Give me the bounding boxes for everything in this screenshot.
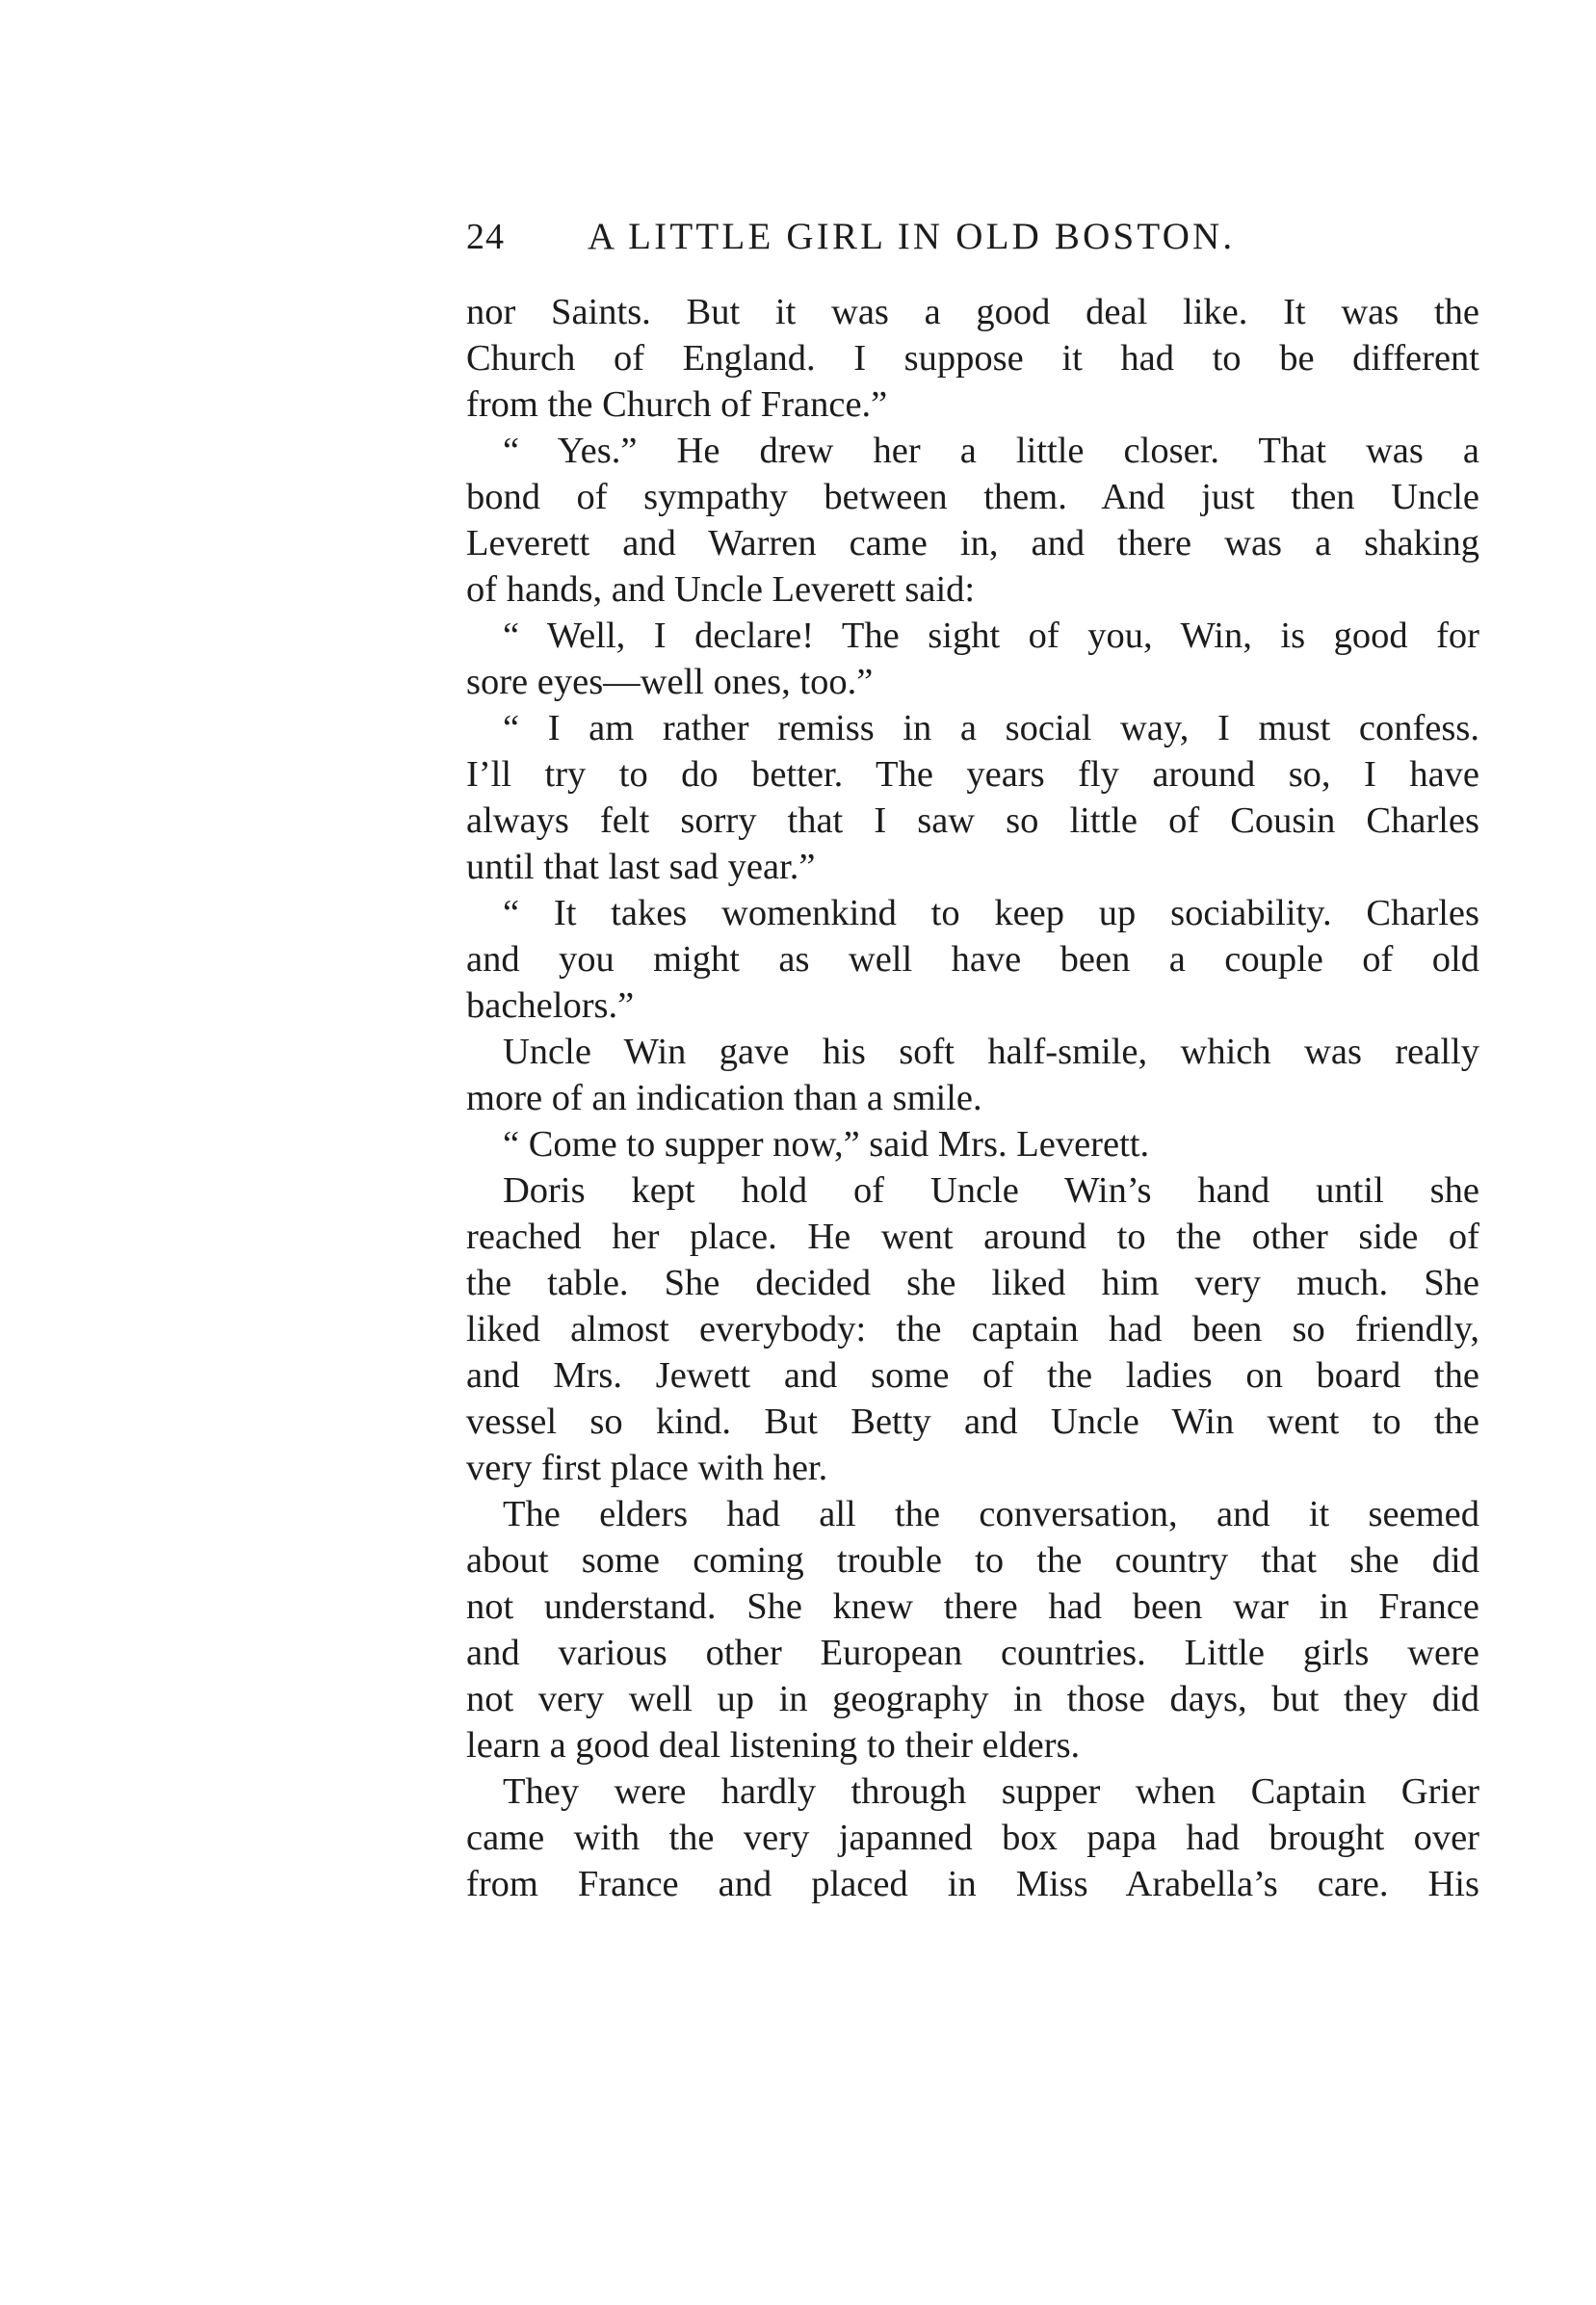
text-line: more of an indication than a smile. [466, 1078, 982, 1118]
body-text [466, 289, 1479, 1907]
text-line: Doris kept hold of Uncle Win’s hand until she [503, 1170, 1479, 1211]
text-line: and various other European countries. Little girls were [466, 1633, 1479, 1673]
text-line: and you might as well have been a couple of old [466, 939, 1479, 980]
text-line: about some coming trouble to the country that she did [466, 1540, 1479, 1581]
text-line: learn a good deal listening to their elders. [466, 1725, 1081, 1766]
text-line: “ It takes womenkind to keep up sociability. Charles [503, 893, 1479, 933]
text-line: bond of sympathy between them. And just then Uncle [466, 477, 1479, 517]
text-line: very first place with her. [466, 1448, 828, 1488]
text-line: The elders had all the conversation, and it seemed [503, 1494, 1479, 1534]
text-line: vessel so kind. But Betty and Uncle Win went to the [466, 1401, 1479, 1442]
text-line: reached her place. He went around to the other side of [466, 1217, 1479, 1257]
text-line: not understand. She knew there had been war in France [466, 1586, 1479, 1627]
text-line: “ Yes.” He drew her a little closer. That was a [503, 431, 1479, 471]
text-line: not very well up in geography in those days, but they did [466, 1679, 1479, 1719]
text-line: bachelors.” [466, 985, 635, 1026]
text-line: Church of England. I suppose it had to be different [466, 338, 1479, 379]
text-line: “ Come to supper now,” said Mrs. Leverett. [503, 1124, 1150, 1165]
text-line: the table. She decided she liked him very much. She [466, 1263, 1479, 1303]
text-line: of hands, and Uncle Leverett said: [466, 569, 976, 610]
text-line: They were hardly through supper when Captain Grier [503, 1771, 1479, 1812]
text-line: liked almost everybody: the captain had been so friendly, [466, 1309, 1479, 1349]
text-line: came with the very japanned box papa had brought over [466, 1818, 1479, 1858]
text-line: nor Saints. But it was a good deal like. It was the [466, 292, 1479, 332]
text-line: “ Well, I declare! The sight of you, Win, is good for [503, 616, 1479, 656]
text-line: always felt sorry that I saw so little of Cousin Charles [466, 800, 1479, 841]
text-line: Leverett and Warren came in, and there was a shaking [466, 523, 1479, 563]
text-line: and Mrs. Jewett and some of the ladies on board the [466, 1355, 1479, 1396]
text-line: from the Church of France.” [466, 384, 888, 425]
page-number: 24 [466, 217, 505, 257]
text-line: “ I am rather remiss in a social way, I must confess. [503, 708, 1479, 748]
text-line: from France and placed in Miss Arabella’s care. His [466, 1864, 1479, 1904]
text-line: Uncle Win gave his soft half-smile, which was really [503, 1032, 1479, 1072]
page-header [466, 210, 1479, 264]
running-title: A LITTLE GIRL IN OLD BOSTON. [588, 216, 1236, 257]
text-line: sore eyes—well ones, too.” [466, 662, 874, 702]
text-line: I’ll try to do better. The years fly around so, I have [466, 754, 1479, 795]
text-line: until that last sad year.” [466, 847, 816, 887]
